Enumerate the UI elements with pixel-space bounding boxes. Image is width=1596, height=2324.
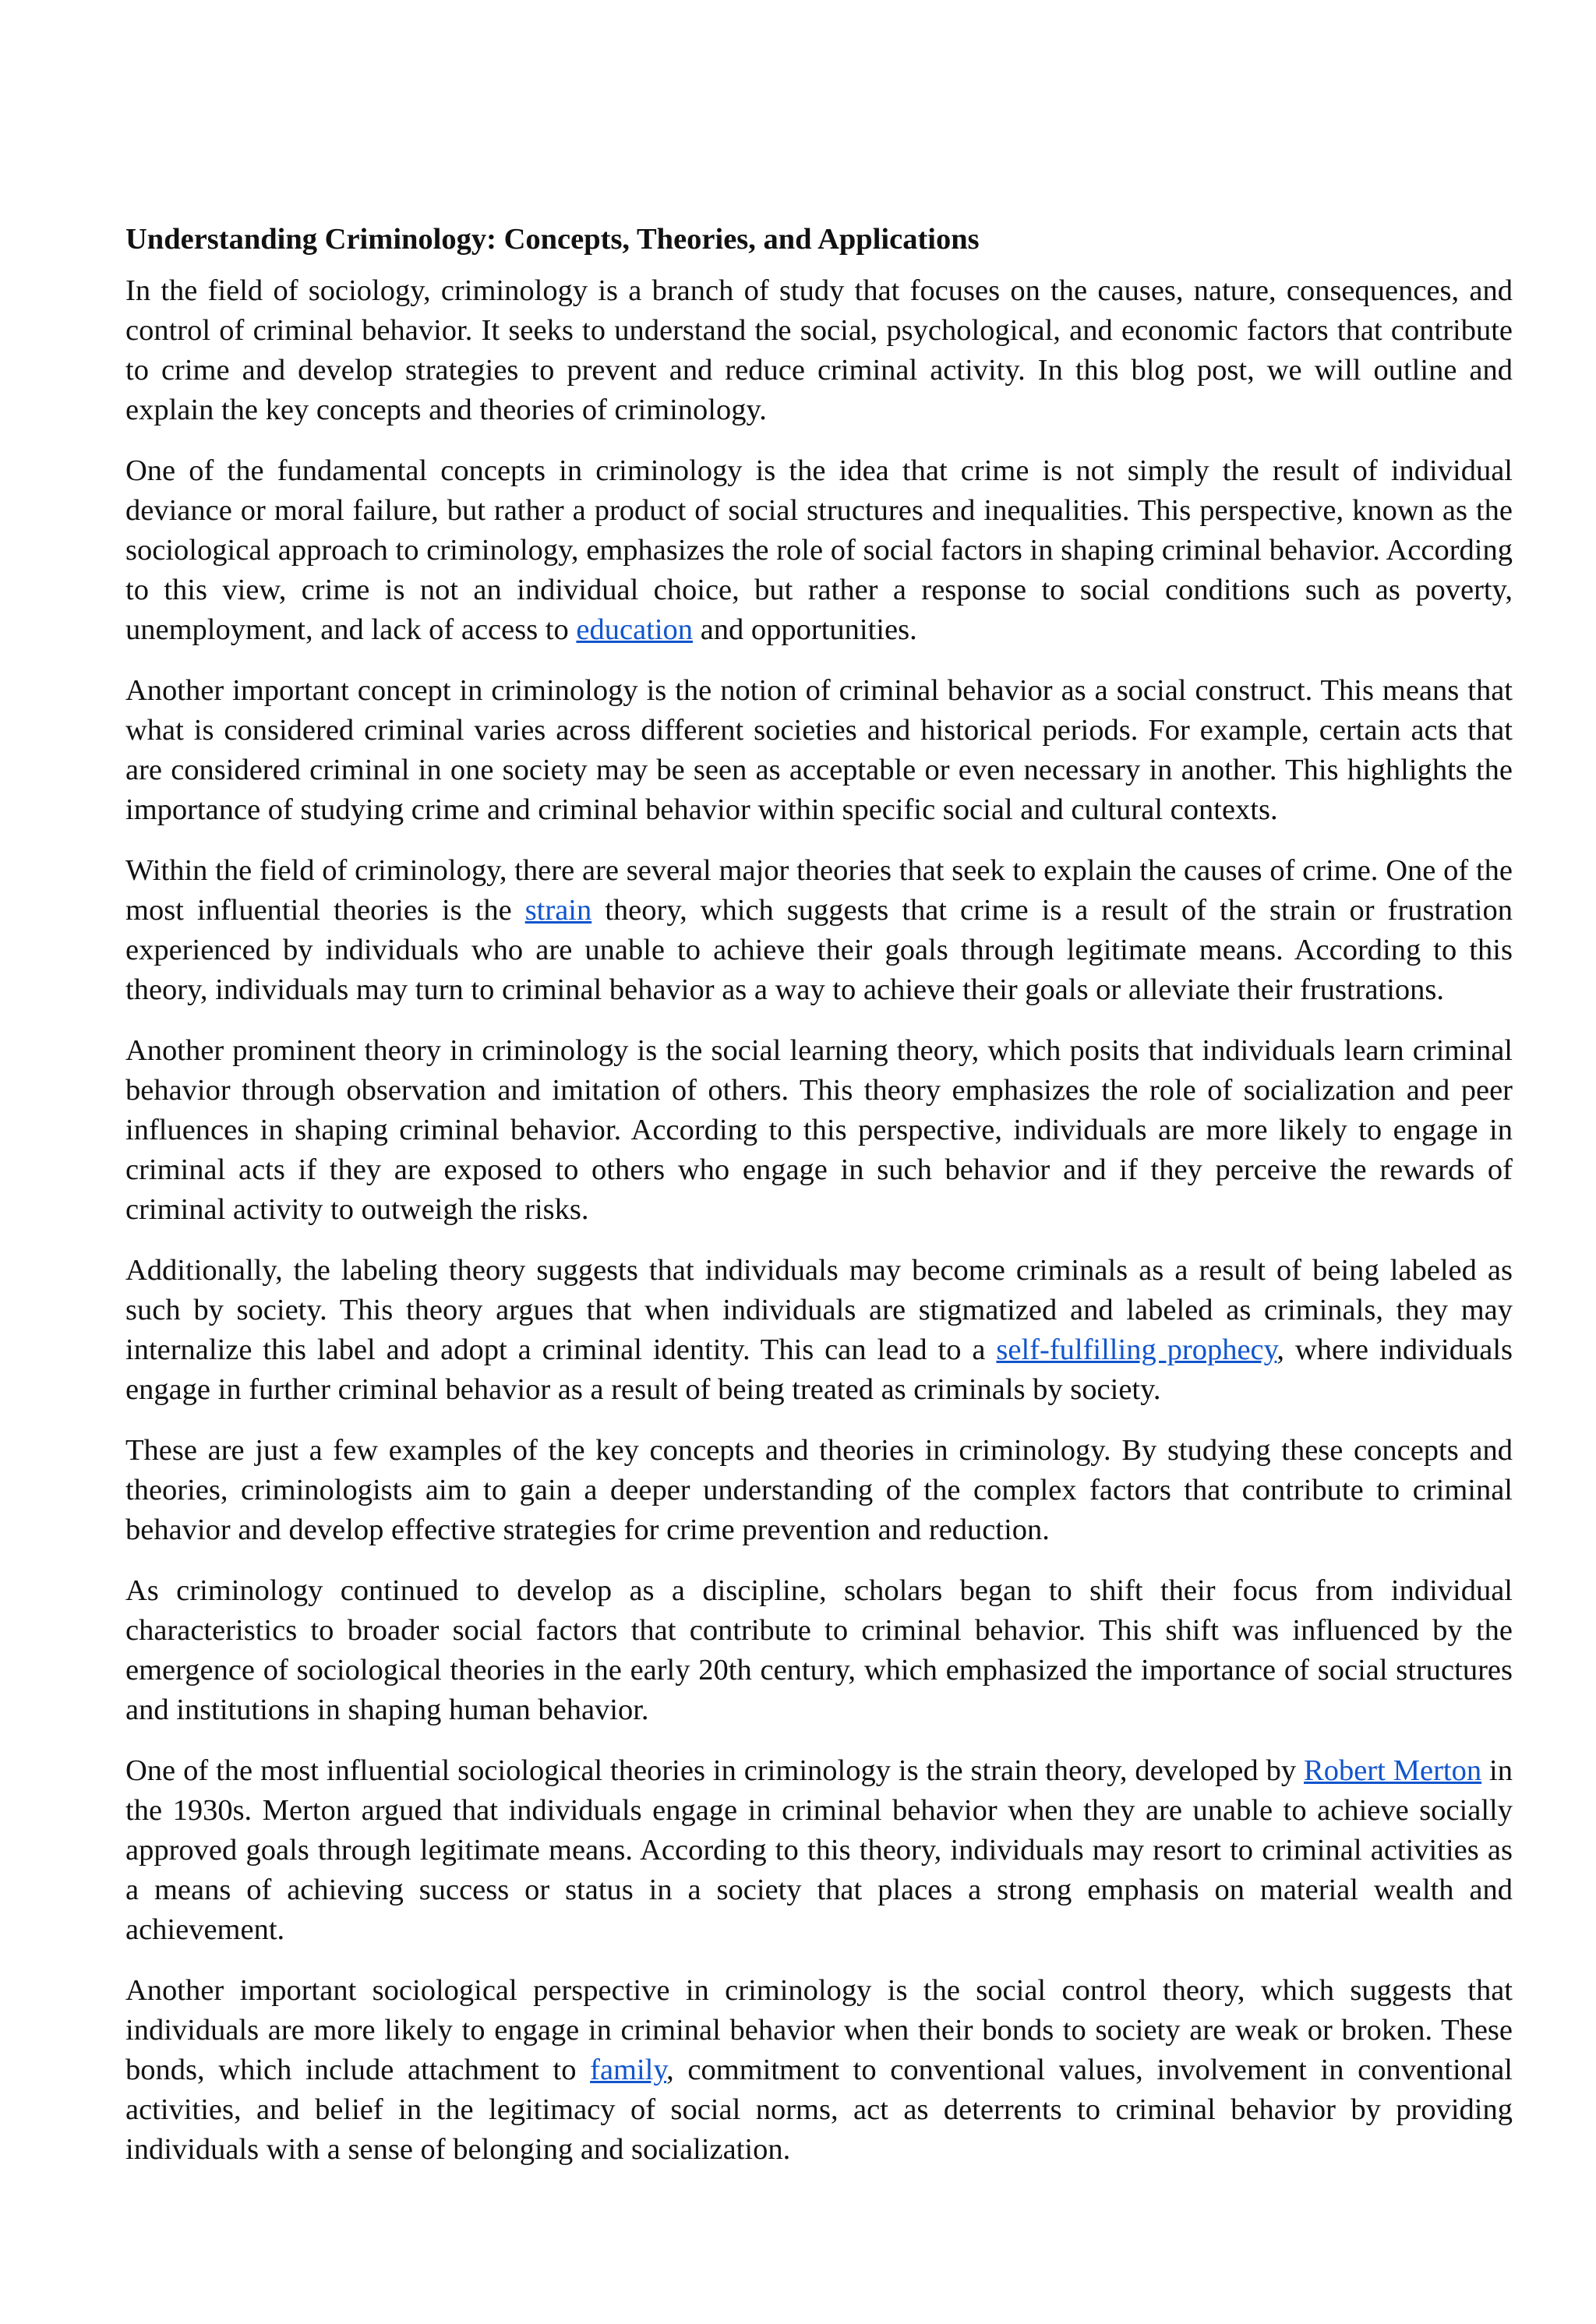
- paragraph-text: Another important concept in criminology is the notion of criminal behavior as a social construct. This means that what is considered criminal varies across different societies and historical periods. For example, certain acts that are considered criminal in one society may be seen as acceptable or even necessary in another. This highlights the importance of studying crime and criminal behavior within specific social and cultural contexts.: [125, 674, 1513, 826]
- page-title: Understanding Criminology: Concepts, Theories, and Applications: [125, 223, 980, 256]
- paragraph-text: As criminology continued to develop as a discipline, scholars began to shift their focus from individual characteristics to broader social factors that contribute to criminal behavior. This shift was influenced by the emergence of sociological theories in the early 20th century, which emphasized the importance of social structures and institutions in shaping human behavior.: [125, 1574, 1513, 1726]
- paragraph-text: One of the most influential sociological theories in criminology is the strain theory, developed by: [125, 1754, 1305, 1787]
- paragraph-sociological-approach: [125, 451, 1513, 650]
- paragraph-text: These are just a few examples of the key concepts and theories in criminology. By studying these concepts and theories, criminologists aim to gain a deeper understanding of the complex factors that contribute to criminal behavior and develop effective strategies for crime prevention and reduction.: [125, 1434, 1513, 1546]
- paragraph-social-control: [125, 1971, 1513, 2170]
- paragraph-labeling-theory: [125, 1251, 1513, 1410]
- self-fulfilling-prophecy-link[interactable]: self-fulfilling prophecy: [996, 1333, 1277, 1366]
- paragraph-intro: [125, 271, 1513, 430]
- paragraph-text: and opportunities.: [693, 613, 917, 646]
- paragraph-text: Within the field of criminology, there are several major theories that seek to explain the causes of crime. One of the most influential theories is the: [125, 854, 1513, 927]
- paragraph-text: , where individuals engage in further criminal behavior as a result of being treated as criminals by society.: [125, 1333, 1513, 1406]
- paragraph-social-construct: [125, 671, 1513, 830]
- paragraph-discipline-shift: [125, 1571, 1513, 1730]
- paragraph-text: Another important sociological perspective in criminology is the social control theory, which suggests that individuals are more likely to engage in criminal behavior when their bonds to society are weak or broken. These bonds, which include attachment to: [125, 1974, 1513, 2086]
- paragraph-text: One of the fundamental concepts in criminology is the idea that crime is not simply the result of individual deviance or moral failure, but rather a product of social structures and inequalities. This perspective, known as the sociological approach to criminology, emphasizes the role of social factors in shaping criminal behavior. According to this view, crime is not an individual choice, but rather a response to social conditions such as poverty, unemployment, and lack of access to: [125, 454, 1513, 646]
- paragraph-merton: [125, 1751, 1513, 1950]
- paragraph-summary: [125, 1431, 1513, 1550]
- paragraph-text: in the 1930s. Merton argued that individuals engage in criminal behavior when they are unable to achieve socially approved goals through legitimate means. According to this theory, individuals may resort to criminal activities as a means of achieving success or status in a society that places a strong emphasis on material wealth and achievement.: [125, 1754, 1513, 1946]
- paragraph-text: theory, which suggests that crime is a result of the strain or frustration experienced by individuals who are unable to achieve their goals through legitimate means. According to this theory, individuals may turn to criminal behavior as a way to achieve their goals or alleviate their frustrations.: [125, 894, 1513, 1006]
- paragraph-strain-theory: [125, 851, 1513, 1010]
- education-link[interactable]: education: [576, 613, 694, 646]
- family-link[interactable]: family: [590, 2054, 667, 2086]
- robert-merton-link[interactable]: Robert Merton: [1304, 1754, 1482, 1787]
- document-page: [125, 220, 1513, 2191]
- paragraph-text: Another prominent theory in criminology is the social learning theory, which posits that individuals learn criminal behavior through observation and imitation of others. This theory emphasizes the role of socialization and peer influences in shaping criminal behavior. According to this perspective, individuals are more likely to engage in criminal acts if they are exposed to others who engage in such behavior and if they perceive the rewards of criminal activity to outweigh the risks.: [125, 1034, 1513, 1226]
- paragraph-text: Additionally, the labeling theory suggests that individuals may become criminals as a result of being labeled as such by society. This theory argues that when individuals are stigmatized and labeled as criminals, they may internalize this label and adopt a criminal identity. This can lead to a: [125, 1254, 1513, 1366]
- paragraph-social-learning: [125, 1031, 1513, 1230]
- paragraph-text: , commitment to conventional values, involvement in conventional activities, and belief in the legitimacy of social norms, act as deterrents to criminal behavior by providing individuals with a sense of belonging and socialization.: [125, 2054, 1513, 2166]
- paragraph-text: In the field of sociology, criminology is a branch of study that focuses on the causes, nature, consequences, and control of criminal behavior. It seeks to understand the social, psychological, and economic factors that contribute to crime and develop strategies to prevent and reduce criminal activity. In this blog post, we will outline and explain the key concepts and theories of criminology.: [125, 274, 1513, 426]
- strain-link[interactable]: strain: [524, 894, 592, 927]
